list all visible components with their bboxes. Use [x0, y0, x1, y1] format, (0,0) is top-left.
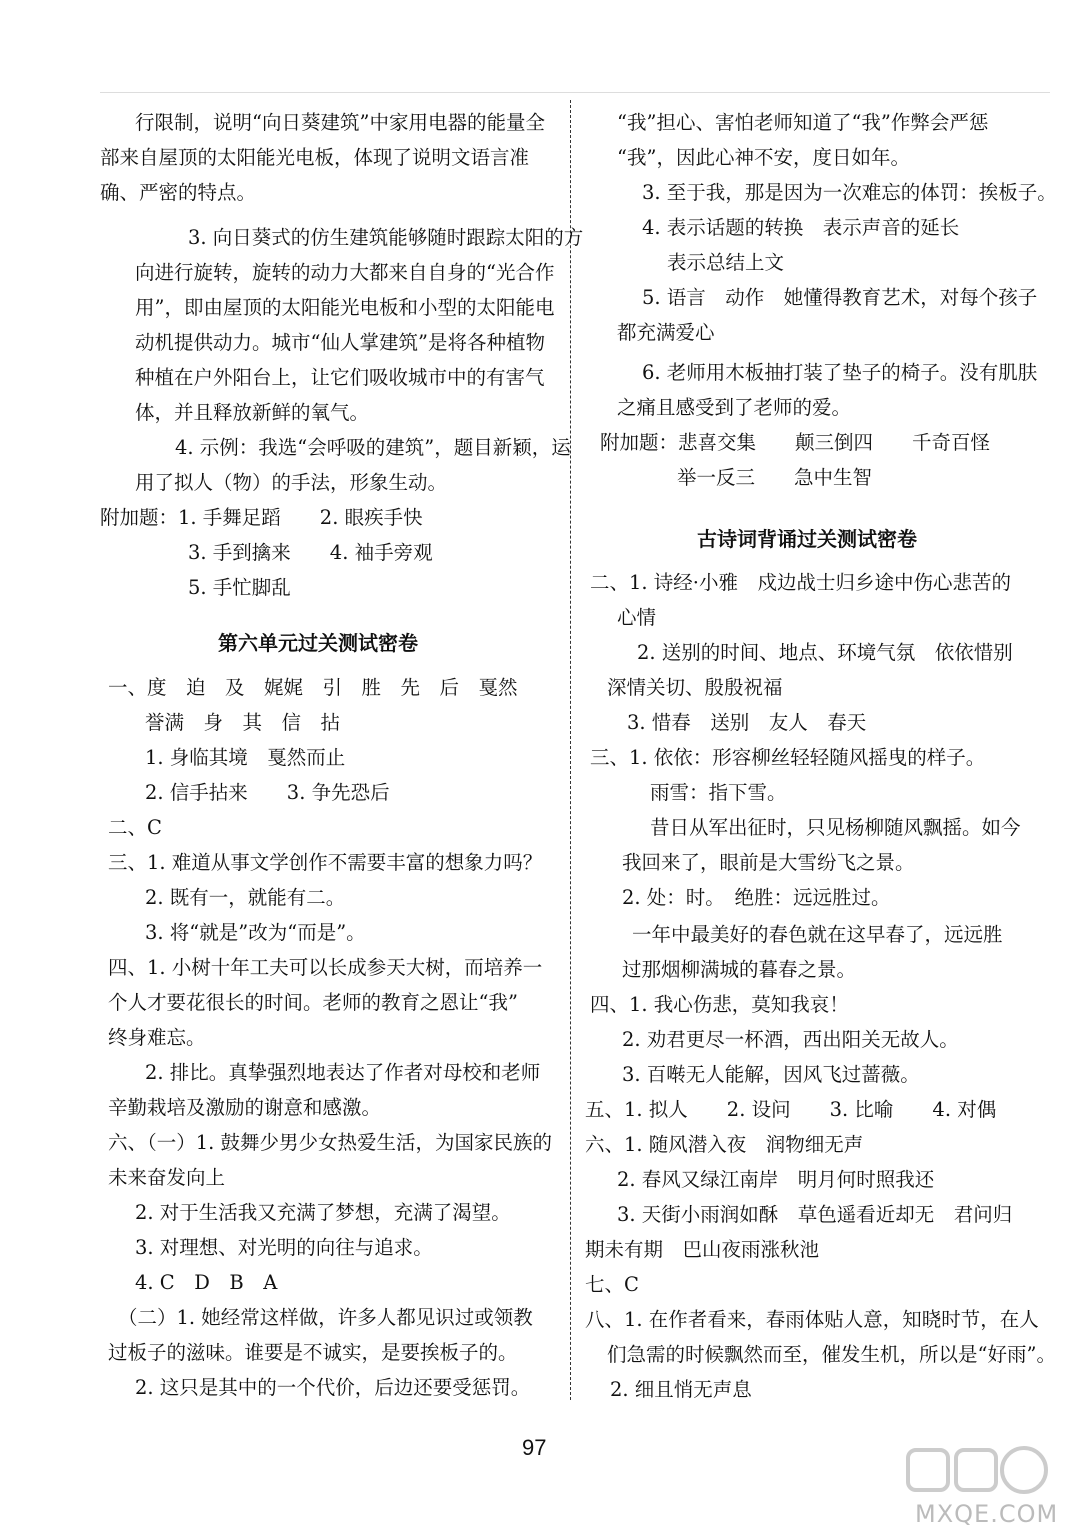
text-line: 一年中最美好的春色就在这早春了，远远胜	[632, 923, 1003, 946]
text-line: 一、度 迫 及 娓娓 引 胜 先 后 戛然	[108, 676, 518, 699]
text-line: 心情	[617, 606, 657, 629]
text-line: 六、（一）1. 鼓舞少男少女热爱生活，为国家民族的	[108, 1131, 553, 1154]
watermark-text: MXQE.COM	[915, 1500, 1059, 1528]
text-line: 2. 细且悄无声息	[610, 1378, 752, 1401]
text-line: 们急需的时候飘然而至，催发生机，所以是“好雨”。	[607, 1343, 1056, 1366]
text-line: 3. 天街小雨润如酥 草色遥看近却无 君问归	[617, 1203, 1013, 1226]
text-line: 2. 这只是其中的一个代价，后边还要受惩罚。	[135, 1376, 531, 1399]
text-line: 2. 处：时。 绝胜：远远胜过。	[622, 886, 891, 909]
text-line: 5. 语言 动作 她懂得教育艺术，对每个孩子	[642, 286, 1038, 309]
text-line: 举一反三 急中生智	[677, 466, 873, 489]
text-line: 二、1. 诗经·小雅 戍边战士归乡途中伤心悲苦的	[590, 571, 1012, 594]
text-line: 都充满爱心	[617, 321, 715, 344]
text-line: 附加题：1. 手舞足蹈 2. 眼疾手快	[100, 506, 423, 529]
section-title: 古诗词背诵过关测试密卷	[697, 527, 917, 551]
text-line: 部来自屋顶的太阳能光电板，体现了说明文语言准	[100, 146, 530, 169]
text-line: 2. 既有一，就能有二。	[145, 886, 346, 909]
text-line: 2. 信手拈来 3. 争先恐后	[145, 781, 390, 804]
text-line: 2. 送别的时间、地点、环境气氛 依依惜别	[637, 641, 1013, 664]
text-line: 3. 惜春 送别 友人 春天	[627, 711, 867, 734]
text-line: 行限制，说明“向日葵建筑”中家用电器的能量全	[135, 111, 545, 134]
text-line: 过那烟柳满城的暮春之景。	[622, 958, 857, 981]
text-line: 动机提供动力。城市“仙人掌建筑”是将各种植物	[135, 331, 545, 354]
text-line: 终身难忘。	[108, 1026, 206, 1049]
text-line: 2. 对于生活我又充满了梦想，充满了渴望。	[135, 1201, 511, 1224]
text-line: （二）1. 她经常这样做，许多人都见识过或领教	[118, 1306, 533, 1329]
text-line: 用了拟人（物）的手法，形象生动。	[135, 471, 448, 494]
text-line: 体，并且释放新鲜的氧气。	[135, 401, 370, 424]
text-line: 2. 春风又绿江南岸 明月何时照我还	[617, 1168, 935, 1191]
text-line: 1. 身临其境 戛然而止	[145, 746, 346, 769]
text-line: 四、1. 小树十年工夫可以长成参天大树，而培养一	[108, 956, 543, 979]
text-line: 五、1. 拟人 2. 设问 3. 比喻 4. 对偶	[585, 1098, 997, 1121]
text-line: 3. 将“就是”改为“而是”。	[145, 921, 366, 944]
text-line: 三、1. 难道从事文学创作不需要丰富的想象力吗？	[108, 851, 543, 874]
text-line: 八、1. 在作者看来，春雨体贴人意，知晓时节，在人	[585, 1308, 1039, 1331]
text-line: 2. 劝君更尽一杯酒，西出阳关无故人。	[622, 1028, 959, 1051]
text-line: “我”，因此心神不安，度日如年。	[617, 146, 910, 169]
page-number: 97	[522, 1435, 547, 1460]
text-line: 二、C	[108, 816, 162, 839]
text-line: 5. 手忙脚乱	[188, 576, 291, 599]
text-line: 过板子的滋味。谁要是不诚实，是要挨板子的。	[108, 1341, 518, 1364]
text-line: 附加题：悲喜交集 颠三倒四 千奇百怪	[600, 431, 991, 454]
text-line: 2. 排比。真挚强烈地表达了作者对母校和老师	[145, 1061, 541, 1084]
text-line: 七、C	[585, 1273, 639, 1296]
text-line: 4. C D B A	[135, 1271, 278, 1294]
text-line: 三、1. 依依：形容柳丝轻轻随风摇曳的样子。	[590, 746, 986, 769]
text-line: 表示总结上文	[667, 251, 785, 274]
text-line: 我回来了，眼前是大雪纷飞之景。	[622, 851, 915, 874]
text-line: 未来奋发向上	[108, 1166, 226, 1189]
text-line: 4. 示例：我选“会呼吸的建筑”，题目新颖，运	[175, 436, 571, 459]
text-line: 种植在户外阳台上，让它们吸收城市中的有害气	[135, 366, 545, 389]
column-divider	[570, 100, 571, 1400]
text-line: 3. 向日葵式的仿生建筑能够随时跟踪太阳的方	[188, 226, 584, 249]
text-line: 誉满 身 其 信 拈	[145, 711, 341, 734]
text-line: 确、严密的特点。	[100, 181, 257, 204]
text-line: 昔日从军出征时，只见杨柳随风飘摇。如今	[650, 816, 1021, 839]
text-line: “我”担心、害怕老师知道了“我”作弊会严惩	[617, 111, 989, 134]
text-line: 向进行旋转，旋转的动力大都来自自身的“光合作	[135, 261, 555, 284]
text-line: 3. 至于我，那是因为一次难忘的体罚：挨板子。	[642, 181, 1057, 204]
text-line: 之痛且感受到了老师的爱。	[617, 396, 852, 419]
text-line: 6. 老师用木板抽打装了垫子的椅子。没有肌肤	[642, 361, 1038, 384]
top-rule	[100, 92, 1050, 93]
text-line: 期未有期 巴山夜雨涨秋池	[585, 1238, 820, 1261]
text-line: 深情关切、殷殷祝福	[607, 676, 783, 699]
text-line: 四、1. 我心伤悲，莫知我哀！	[590, 993, 849, 1016]
text-line: 用”，即由屋顶的太阳能光电板和小型的太阳能电	[135, 296, 555, 319]
text-line: 3. 对理想、对光明的向往与追求。	[135, 1236, 433, 1259]
text-line: 3. 百啭无人能解，因风飞过蔷薇。	[622, 1063, 920, 1086]
section-title: 第六单元过关测试密卷	[218, 631, 418, 655]
text-line: 辛勤栽培及激励的谢意和感激。	[108, 1096, 382, 1119]
text-line: 4. 表示话题的转换 表示声音的延长	[642, 216, 960, 239]
text-line: 雨雪：指下雪。	[650, 781, 787, 804]
text-line: 个人才要花很长的时间。老师的教育之恩让“我”	[108, 991, 518, 1014]
text-line: 3. 手到擒来 4. 袖手旁观	[188, 541, 433, 564]
text-line: 六、1. 随风潜入夜 润物细无声	[585, 1133, 864, 1156]
